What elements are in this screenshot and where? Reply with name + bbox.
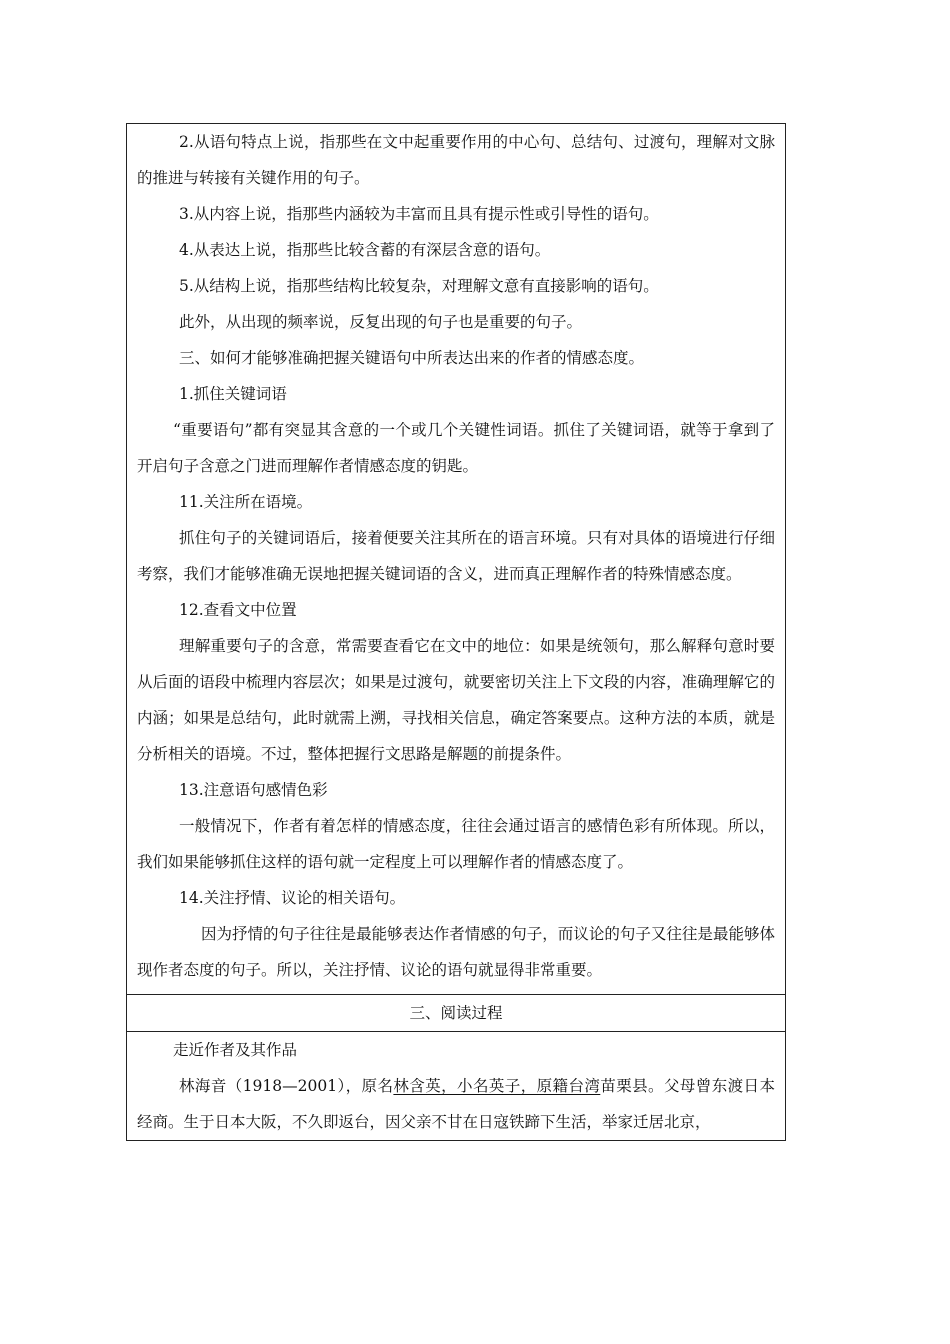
paragraph: “重要语句”都有突显其含意的一个或几个关键性词语。抓住了关键词语，就等于拿到了开启句子含意之门进而理解作者情感态度的钥匙。 xyxy=(137,421,775,475)
paragraph: 14.关注抒情、议论的相关语句。 xyxy=(179,889,406,907)
paragraph: 11.关注所在语境。 xyxy=(179,493,313,511)
table-cell-key-sentences xyxy=(127,124,785,994)
bio-text-underlined: 林含英，小名英子，原籍台湾 xyxy=(393,1077,601,1095)
table-cell-author-intro xyxy=(127,1031,785,1140)
content-table xyxy=(126,123,786,1141)
paragraph: 因为抒情的句子往往是最能够表达作者情感的句子，而议论的句子又往往是最能够体现作者态度的句子。所以，关注抒情、议论的语句就显得非常重要。 xyxy=(137,925,775,979)
paragraph: 13.注意语句感情色彩 xyxy=(179,781,328,799)
bio-text-prefix: 林海音（1918—2001），原名 xyxy=(179,1077,394,1095)
bio-text-suffix: 苗栗县。父母曾东渡日本经商。生于日本大阪，不久即返台，因父亲不甘在日寇铁蹄下生活，举家迁居北京， xyxy=(137,1077,775,1131)
subtitle: 走近作者及其作品 xyxy=(173,1041,298,1059)
paragraph: 1.抓住关键词语 xyxy=(179,385,287,403)
paragraph: 三、如何才能够准确把握关键语句中所表达出来的作者的情感态度。 xyxy=(179,349,645,367)
paragraph: 理解重要句子的含意，常需要查看它在文中的地位：如果是统领句，那么解释句意时要从后面的语段中梳理内容层次；如果是过渡句，就要密切关注上下文段的内容，准确理解它的内涵；如果是总结句，此时就需上溯，寻找相关信息，确定答案要点。这种方法的本质，就是分析相关的语境。不过，整体把握行文思路是解题的前提条件。 xyxy=(137,637,775,763)
paragraph: 4.从表达上说，指那些比较含蓄的有深层含意的语句。 xyxy=(179,241,551,259)
paragraph: 2.从语句特点上说，指那些在文中起重要作用的中心句、总结句、过渡句，理解对文脉的推进与转接有关键作用的句子。 xyxy=(137,133,775,187)
author-bio-paragraph xyxy=(137,1068,775,1140)
table-cell-section-heading xyxy=(127,994,785,1031)
paragraph: 3.从内容上说，指那些内涵较为丰富而且具有提示性或引导性的语句。 xyxy=(179,205,659,223)
paragraph: 抓住句子的关键词语后，接着便要关注其所在的语言环境。只有对具体的语境进行仔细考察，我们才能够准确无误地把握关键词语的含义，进而真正理解作者的特殊情感态度。 xyxy=(137,529,775,583)
paragraph: 一般情况下，作者有着怎样的情感态度，往往会通过语言的感情色彩有所体现。所以，我们如果能够抓住这样的语句就一定程度上可以理解作者的情感态度了。 xyxy=(137,817,775,871)
paragraph: 此外，从出现的频率说，反复出现的句子也是重要的句子。 xyxy=(179,313,583,331)
paragraph: 5.从结构上说，指那些结构比较复杂，对理解文意有直接影响的语句。 xyxy=(179,277,659,295)
paragraph: 12.查看文中位置 xyxy=(179,601,297,619)
section-heading: 三、阅读过程 xyxy=(409,1004,503,1022)
